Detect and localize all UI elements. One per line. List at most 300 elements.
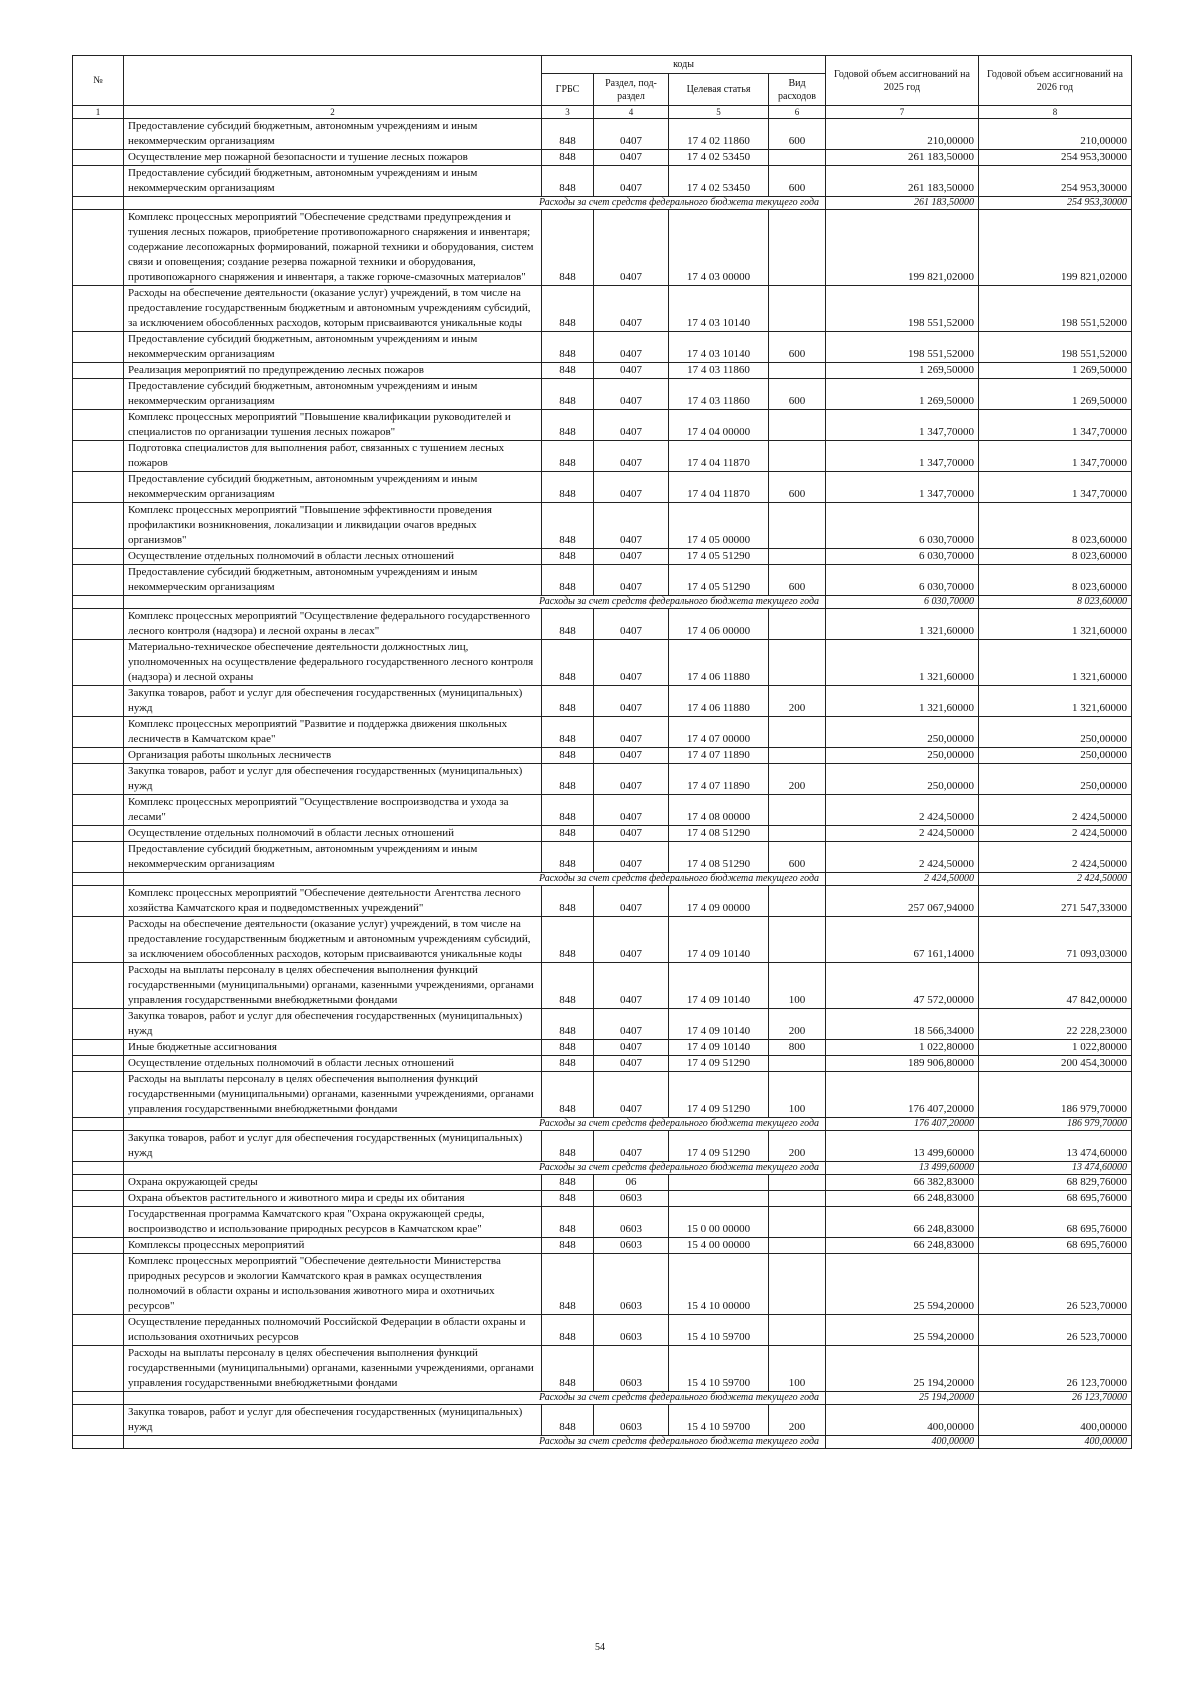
expense-kind-cell — [769, 795, 826, 826]
target-item-cell: 17 4 09 00000 — [669, 886, 769, 917]
grbs-cell: 848 — [542, 565, 594, 596]
expense-kind-cell: 600 — [769, 842, 826, 873]
amount-2026-cell: 1 269,50000 — [979, 379, 1132, 410]
amount-2026-cell: 2 424,50000 — [979, 842, 1132, 873]
row-number-cell — [73, 1392, 124, 1405]
table-row — [73, 286, 1132, 332]
row-name-cell: Осуществление мер пожарной безопасности и тушение лесных пожаров — [124, 150, 542, 166]
table-row — [73, 332, 1132, 363]
expense-kind-cell: 600 — [769, 166, 826, 197]
table-row — [73, 1405, 1132, 1436]
amount-2026-cell: 271 547,33000 — [979, 886, 1132, 917]
row-name-cell: Расходы на обеспечение деятельности (оказание услуг) учреждений, в том числе на предоставление государственным бюджетным и автономным учреждениям субсидий, за исключением обособленных расходов, которым присваиваются уникальные коды — [124, 917, 542, 963]
section-cell: 0407 — [594, 886, 669, 917]
amount-2025-cell: 1 269,50000 — [826, 379, 979, 410]
column-number: 1 — [73, 106, 124, 119]
section-cell: 06 — [594, 1175, 669, 1191]
section-cell: 0407 — [594, 210, 669, 286]
amount-2026-cell: 22 228,23000 — [979, 1009, 1132, 1040]
target-item-cell: 17 4 09 51290 — [669, 1072, 769, 1118]
expense-kind-cell — [769, 410, 826, 441]
row-number-cell — [73, 379, 124, 410]
amount-2025-cell: 250,00000 — [826, 717, 979, 748]
amount-2026-cell: 1 347,70000 — [979, 410, 1132, 441]
amount-2026-cell: 400,00000 — [979, 1436, 1132, 1449]
amount-2026-cell: 199 821,02000 — [979, 210, 1132, 286]
row-number-cell — [73, 1175, 124, 1191]
grbs-cell: 848 — [542, 1009, 594, 1040]
row-name-cell: Комплекс процессных мероприятий "Обеспечение деятельности Агентства лесного хозяйства Камчатского края и подведомственных учреждений" — [124, 886, 542, 917]
section-cell: 0407 — [594, 826, 669, 842]
amount-2026-cell: 8 023,60000 — [979, 549, 1132, 565]
row-number-cell — [73, 210, 124, 286]
amount-2026-cell: 1 321,60000 — [979, 640, 1132, 686]
amount-2026-cell: 2 424,50000 — [979, 795, 1132, 826]
row-name-cell: Предоставление субсидий бюджетным, автономным учреждениям и иным некоммерческим организациям — [124, 166, 542, 197]
amount-2025-cell: 47 572,00000 — [826, 963, 979, 1009]
expense-kind-cell — [769, 150, 826, 166]
header-name — [124, 56, 542, 106]
target-item-cell: 17 4 04 11870 — [669, 441, 769, 472]
amount-2026-cell: 254 953,30000 — [979, 166, 1132, 197]
section-cell: 0407 — [594, 717, 669, 748]
grbs-cell: 848 — [542, 717, 594, 748]
row-number-cell — [73, 332, 124, 363]
amount-2026-cell: 2 424,50000 — [979, 826, 1132, 842]
amount-2026-cell: 68 695,76000 — [979, 1191, 1132, 1207]
amount-2026-cell: 26 123,70000 — [979, 1346, 1132, 1392]
row-name-cell: Предоставление субсидий бюджетным, автономным учреждениям и иным некоммерческим организациям — [124, 119, 542, 150]
section-cell: 0407 — [594, 150, 669, 166]
target-item-cell: 17 4 06 11880 — [669, 640, 769, 686]
row-number-cell — [73, 764, 124, 795]
grbs-cell: 848 — [542, 1040, 594, 1056]
amount-2025-cell: 6 030,70000 — [826, 503, 979, 549]
table-row — [73, 1175, 1132, 1191]
amount-2025-cell: 2 424,50000 — [826, 795, 979, 826]
row-name-cell: Организация работы школьных лесничеств — [124, 748, 542, 764]
amount-2026-cell: 71 093,03000 — [979, 917, 1132, 963]
row-name-cell: Осуществление переданных полномочий Российской Федерации в области охраны и использования охотничьих ресурсов — [124, 1315, 542, 1346]
target-item-cell: 17 4 07 11890 — [669, 748, 769, 764]
expense-kind-cell — [769, 363, 826, 379]
row-number-cell — [73, 1040, 124, 1056]
header-codes: коды — [542, 56, 826, 74]
row-name-cell: Комплекс процессных мероприятий "Повышение квалификации руководителей и специалистов по организации тушения лесных пожаров" — [124, 410, 542, 441]
expense-kind-cell: 200 — [769, 686, 826, 717]
table-row — [73, 410, 1132, 441]
amount-2025-cell: 198 551,52000 — [826, 332, 979, 363]
expense-kind-cell: 100 — [769, 1346, 826, 1392]
grbs-cell: 848 — [542, 795, 594, 826]
amount-2026-cell: 1 347,70000 — [979, 441, 1132, 472]
row-name-cell: Предоставление субсидий бюджетным, автономным учреждениям и иным некоммерческим организациям — [124, 472, 542, 503]
federal-funds-row — [73, 1118, 1132, 1131]
amount-2026-cell: 198 551,52000 — [979, 286, 1132, 332]
row-number-cell — [73, 795, 124, 826]
federal-funds-row — [73, 1392, 1132, 1405]
section-cell: 0407 — [594, 410, 669, 441]
amount-2026-cell: 26 123,70000 — [979, 1392, 1132, 1405]
amount-2025-cell: 13 499,60000 — [826, 1162, 979, 1175]
grbs-cell: 848 — [542, 1254, 594, 1315]
table-row — [73, 686, 1132, 717]
row-number-cell — [73, 1131, 124, 1162]
row-name-cell: Осуществление отдельных полномочий в области лесных отношений — [124, 1056, 542, 1072]
amount-2025-cell: 25 594,20000 — [826, 1254, 979, 1315]
row-name-cell: Комплекс процессных мероприятий "Осуществление воспроизводства и ухода за лесами" — [124, 795, 542, 826]
header-section: Раздел, под-раздел — [594, 74, 669, 106]
expense-kind-cell — [769, 441, 826, 472]
row-number-cell — [73, 150, 124, 166]
row-number-cell — [73, 1009, 124, 1040]
target-item-cell: 17 4 08 51290 — [669, 842, 769, 873]
section-cell: 0603 — [594, 1207, 669, 1238]
table-row — [73, 210, 1132, 286]
grbs-cell: 848 — [542, 826, 594, 842]
column-number: 6 — [769, 106, 826, 119]
row-number-cell — [73, 197, 124, 210]
section-cell: 0407 — [594, 917, 669, 963]
row-number-cell — [73, 1405, 124, 1436]
grbs-cell: 848 — [542, 210, 594, 286]
row-number-cell — [73, 472, 124, 503]
target-item-cell: 17 4 06 00000 — [669, 609, 769, 640]
grbs-cell: 848 — [542, 963, 594, 1009]
row-number-cell — [73, 1118, 124, 1131]
row-number-cell — [73, 410, 124, 441]
column-number: 4 — [594, 106, 669, 119]
expense-kind-cell: 100 — [769, 1072, 826, 1118]
expense-kind-cell: 600 — [769, 565, 826, 596]
table-row — [73, 886, 1132, 917]
section-cell: 0407 — [594, 286, 669, 332]
amount-2026-cell: 47 842,00000 — [979, 963, 1132, 1009]
row-number-cell — [73, 1254, 124, 1315]
target-item-cell: 15 4 10 59700 — [669, 1315, 769, 1346]
row-name-cell: Расходы за счет средств федерального бюджета текущего года — [124, 596, 826, 609]
table-row — [73, 150, 1132, 166]
row-name-cell: Расходы на выплаты персоналу в целях обеспечения выполнения функций государственными (муниципальными) органами, казенными учреждениями, органами управления государственными внебюджетными фондами — [124, 963, 542, 1009]
amount-2026-cell: 1 269,50000 — [979, 363, 1132, 379]
grbs-cell: 848 — [542, 1072, 594, 1118]
amount-2026-cell: 250,00000 — [979, 748, 1132, 764]
target-item-cell: 17 4 05 00000 — [669, 503, 769, 549]
row-name-cell: Закупка товаров, работ и услуг для обеспечения государственных (муниципальных) нужд — [124, 764, 542, 795]
amount-2026-cell: 13 474,60000 — [979, 1162, 1132, 1175]
amount-2025-cell: 2 424,50000 — [826, 826, 979, 842]
amount-2026-cell: 8 023,60000 — [979, 596, 1132, 609]
expense-kind-cell — [769, 1056, 826, 1072]
amount-2025-cell: 67 161,14000 — [826, 917, 979, 963]
amount-2025-cell: 250,00000 — [826, 748, 979, 764]
row-number-cell — [73, 748, 124, 764]
row-number-cell — [73, 1207, 124, 1238]
amount-2025-cell: 6 030,70000 — [826, 549, 979, 565]
target-item-cell: 17 4 09 10140 — [669, 917, 769, 963]
grbs-cell: 848 — [542, 472, 594, 503]
section-cell: 0407 — [594, 363, 669, 379]
grbs-cell: 848 — [542, 549, 594, 565]
expense-kind-cell — [769, 549, 826, 565]
row-name-cell: Охрана объектов растительного и животного мира и среды их обитания — [124, 1191, 542, 1207]
amount-2025-cell: 1 269,50000 — [826, 363, 979, 379]
target-item-cell: 17 4 07 00000 — [669, 717, 769, 748]
amount-2025-cell: 6 030,70000 — [826, 596, 979, 609]
amount-2026-cell: 13 474,60000 — [979, 1131, 1132, 1162]
amount-2025-cell: 25 194,20000 — [826, 1392, 979, 1405]
amount-2025-cell: 66 248,83000 — [826, 1191, 979, 1207]
expense-kind-cell: 200 — [769, 764, 826, 795]
table-row — [73, 119, 1132, 150]
federal-funds-row — [73, 873, 1132, 886]
row-name-cell: Закупка товаров, работ и услуг для обеспечения государственных (муниципальных) нужд — [124, 1009, 542, 1040]
table-row — [73, 748, 1132, 764]
section-cell: 0407 — [594, 963, 669, 1009]
section-cell: 0407 — [594, 609, 669, 640]
grbs-cell: 848 — [542, 1405, 594, 1436]
row-number-cell — [73, 565, 124, 596]
target-item-cell: 15 4 10 00000 — [669, 1254, 769, 1315]
table-row — [73, 166, 1132, 197]
amount-2026-cell: 68 695,76000 — [979, 1238, 1132, 1254]
table-row — [73, 363, 1132, 379]
column-number: 3 — [542, 106, 594, 119]
header-no: № — [73, 56, 124, 106]
section-cell: 0603 — [594, 1315, 669, 1346]
row-name-cell: Материально-техническое обеспечение деятельности должностных лиц, уполномоченных на осуществление федерального государственного лесного контроля (надзора) и лесной охраны — [124, 640, 542, 686]
expense-kind-cell — [769, 609, 826, 640]
amount-2025-cell: 1 347,70000 — [826, 410, 979, 441]
section-cell: 0407 — [594, 379, 669, 410]
table-row — [73, 565, 1132, 596]
target-item-cell: 17 4 04 00000 — [669, 410, 769, 441]
row-name-cell: Предоставление субсидий бюджетным, автономным учреждениям и иным некоммерческим организациям — [124, 565, 542, 596]
grbs-cell: 848 — [542, 119, 594, 150]
amount-2025-cell: 176 407,20000 — [826, 1072, 979, 1118]
row-number-cell — [73, 826, 124, 842]
table-row — [73, 1009, 1132, 1040]
table-row — [73, 717, 1132, 748]
section-cell: 0407 — [594, 332, 669, 363]
amount-2025-cell: 1 022,80000 — [826, 1040, 979, 1056]
row-number-cell — [73, 842, 124, 873]
table-row — [73, 441, 1132, 472]
federal-funds-row — [73, 197, 1132, 210]
federal-funds-row — [73, 596, 1132, 609]
row-number-cell — [73, 1315, 124, 1346]
section-cell: 0407 — [594, 686, 669, 717]
row-name-cell: Расходы за счет средств федерального бюджета текущего года — [124, 1118, 826, 1131]
target-item-cell: 15 0 00 00000 — [669, 1207, 769, 1238]
grbs-cell: 848 — [542, 842, 594, 873]
section-cell: 0407 — [594, 166, 669, 197]
table-row — [73, 826, 1132, 842]
target-item-cell: 17 4 06 11880 — [669, 686, 769, 717]
grbs-cell: 848 — [542, 917, 594, 963]
grbs-cell: 848 — [542, 640, 594, 686]
row-name-cell: Предоставление субсидий бюджетным, автономным учреждениям и иным некоммерческим организациям — [124, 842, 542, 873]
amount-2025-cell: 18 566,34000 — [826, 1009, 979, 1040]
table-row — [73, 379, 1132, 410]
target-item-cell: 17 4 05 51290 — [669, 549, 769, 565]
grbs-cell: 848 — [542, 748, 594, 764]
row-number-cell — [73, 717, 124, 748]
table-row — [73, 917, 1132, 963]
table-row — [73, 503, 1132, 549]
amount-2025-cell: 1 321,60000 — [826, 640, 979, 686]
amount-2025-cell: 198 551,52000 — [826, 286, 979, 332]
header-target-item: Целевая статья — [669, 74, 769, 106]
expense-kind-cell — [769, 1175, 826, 1191]
section-cell: 0407 — [594, 549, 669, 565]
section-cell: 0407 — [594, 472, 669, 503]
expense-kind-cell: 200 — [769, 1131, 826, 1162]
amount-2026-cell: 8 023,60000 — [979, 565, 1132, 596]
target-item-cell: 15 4 10 59700 — [669, 1346, 769, 1392]
section-cell: 0407 — [594, 119, 669, 150]
row-number-cell — [73, 640, 124, 686]
header-expense-kind: Вид расходов — [769, 74, 826, 106]
row-name-cell: Комплекс процессных мероприятий "Обеспечение средствами предупреждения и тушения лесных пожаров, приобретение противопожарного снаряжения и инвентаря; содержание лесопожарных формирований, пожарной техники и оборудования, систем связи и оповещения; создание резерва пожарной техники и оборудования, противопожарного снаряжения и инвентаря, а также горюче-смазочных материалов" — [124, 210, 542, 286]
amount-2025-cell: 66 248,83000 — [826, 1238, 979, 1254]
row-name-cell: Расходы за счет средств федерального бюджета текущего года — [124, 1392, 826, 1405]
row-number-cell — [73, 596, 124, 609]
grbs-cell: 848 — [542, 1207, 594, 1238]
target-item-cell: 17 4 09 51290 — [669, 1131, 769, 1162]
section-cell: 0407 — [594, 640, 669, 686]
section-cell: 0407 — [594, 1056, 669, 1072]
grbs-cell: 848 — [542, 764, 594, 795]
row-name-cell: Закупка товаров, работ и услуг для обеспечения государственных (муниципальных) нужд — [124, 686, 542, 717]
grbs-cell: 848 — [542, 166, 594, 197]
section-cell: 0407 — [594, 842, 669, 873]
header-grbs: ГРБС — [542, 74, 594, 106]
amount-2026-cell: 198 551,52000 — [979, 332, 1132, 363]
row-number-cell — [73, 119, 124, 150]
amount-2025-cell: 176 407,20000 — [826, 1118, 979, 1131]
section-cell: 0407 — [594, 1040, 669, 1056]
row-name-cell: Комплекс процессных мероприятий "Развитие и поддержка движения школьных лесничеств в Камчатском крае" — [124, 717, 542, 748]
expense-kind-cell — [769, 717, 826, 748]
target-item-cell: 17 4 02 11860 — [669, 119, 769, 150]
target-item-cell: 17 4 02 53450 — [669, 166, 769, 197]
expense-kind-cell: 100 — [769, 963, 826, 1009]
amount-2026-cell: 254 953,30000 — [979, 197, 1132, 210]
table-row — [73, 1040, 1132, 1056]
table-row — [73, 963, 1132, 1009]
amount-2025-cell: 66 248,83000 — [826, 1207, 979, 1238]
row-number-cell — [73, 1191, 124, 1207]
budget-table — [72, 55, 1132, 1449]
grbs-cell: 848 — [542, 410, 594, 441]
row-name-cell: Комплекс процессных мероприятий "Повышение эффективности проведения профилактики возникновения, локализации и ликвидации очагов вредных организмов" — [124, 503, 542, 549]
amount-2026-cell: 186 979,70000 — [979, 1118, 1132, 1131]
target-item-cell: 17 4 09 10140 — [669, 1009, 769, 1040]
target-item-cell: 17 4 08 51290 — [669, 826, 769, 842]
section-cell: 0603 — [594, 1346, 669, 1392]
amount-2025-cell: 210,00000 — [826, 119, 979, 150]
row-name-cell: Комплекс процессных мероприятий "Обеспечение деятельности Министерства природных ресурсов и экологии Камчатского края в рамках осуществления полномочий в области охраны и использования животного мира и охотничьих ресурсов" — [124, 1254, 542, 1315]
table-row — [73, 1056, 1132, 1072]
table-row — [73, 795, 1132, 826]
amount-2025-cell: 261 183,50000 — [826, 166, 979, 197]
amount-2026-cell: 250,00000 — [979, 717, 1132, 748]
grbs-cell: 848 — [542, 686, 594, 717]
table-row — [73, 472, 1132, 503]
grbs-cell: 848 — [542, 1056, 594, 1072]
expense-kind-cell — [769, 826, 826, 842]
grbs-cell: 848 — [542, 886, 594, 917]
amount-2025-cell: 400,00000 — [826, 1405, 979, 1436]
expense-kind-cell: 600 — [769, 119, 826, 150]
table-row — [73, 549, 1132, 565]
target-item-cell: 17 4 03 11860 — [669, 379, 769, 410]
amount-2025-cell: 66 382,83000 — [826, 1175, 979, 1191]
row-number-cell — [73, 1346, 124, 1392]
grbs-cell: 848 — [542, 332, 594, 363]
row-name-cell: Расходы на выплаты персоналу в целях обеспечения выполнения функций государственными (муниципальными) органами, казенными учреждениями, органами управления государственными внебюджетными фондами — [124, 1346, 542, 1392]
section-cell: 0407 — [594, 1009, 669, 1040]
grbs-cell: 848 — [542, 150, 594, 166]
amount-2026-cell: 400,00000 — [979, 1405, 1132, 1436]
amount-2025-cell: 400,00000 — [826, 1436, 979, 1449]
row-number-cell — [73, 686, 124, 717]
target-item-cell: 17 4 09 51290 — [669, 1056, 769, 1072]
table-row — [73, 764, 1132, 795]
expense-kind-cell: 200 — [769, 1009, 826, 1040]
target-item-cell: 17 4 05 51290 — [669, 565, 769, 596]
table-header — [73, 56, 1132, 119]
table-row — [73, 640, 1132, 686]
table-row — [73, 842, 1132, 873]
target-item-cell: 17 4 09 10140 — [669, 963, 769, 1009]
column-number: 5 — [669, 106, 769, 119]
amount-2025-cell: 1 321,60000 — [826, 686, 979, 717]
row-number-cell — [73, 441, 124, 472]
grbs-cell: 848 — [542, 441, 594, 472]
table-row — [73, 1207, 1132, 1238]
expense-kind-cell: 600 — [769, 379, 826, 410]
table-row — [73, 1238, 1132, 1254]
target-item-cell — [669, 1191, 769, 1207]
amount-2026-cell: 254 953,30000 — [979, 150, 1132, 166]
amount-2026-cell: 1 321,60000 — [979, 609, 1132, 640]
expense-kind-cell — [769, 210, 826, 286]
section-cell: 0603 — [594, 1405, 669, 1436]
row-name-cell: Подготовка специалистов для выполнения работ, связанных с тушением лесных пожаров — [124, 441, 542, 472]
table-row — [73, 609, 1132, 640]
row-name-cell: Расходы за счет средств федерального бюджета текущего года — [124, 1162, 826, 1175]
target-item-cell: 17 4 03 10140 — [669, 286, 769, 332]
section-cell: 0407 — [594, 441, 669, 472]
expense-kind-cell — [769, 748, 826, 764]
row-name-cell: Осуществление отдельных полномочий в области лесных отношений — [124, 549, 542, 565]
amount-2025-cell: 189 906,80000 — [826, 1056, 979, 1072]
grbs-cell: 848 — [542, 1131, 594, 1162]
grbs-cell: 848 — [542, 1191, 594, 1207]
amount-2026-cell: 1 321,60000 — [979, 686, 1132, 717]
federal-funds-row — [73, 1436, 1132, 1449]
target-item-cell: 17 4 09 10140 — [669, 1040, 769, 1056]
row-number-cell — [73, 363, 124, 379]
target-item-cell: 15 4 00 00000 — [669, 1238, 769, 1254]
amount-2025-cell: 1 321,60000 — [826, 609, 979, 640]
expense-kind-cell: 600 — [769, 472, 826, 503]
amount-2026-cell: 200 454,30000 — [979, 1056, 1132, 1072]
amount-2025-cell: 6 030,70000 — [826, 565, 979, 596]
row-name-cell: Охрана окружающей среды — [124, 1175, 542, 1191]
